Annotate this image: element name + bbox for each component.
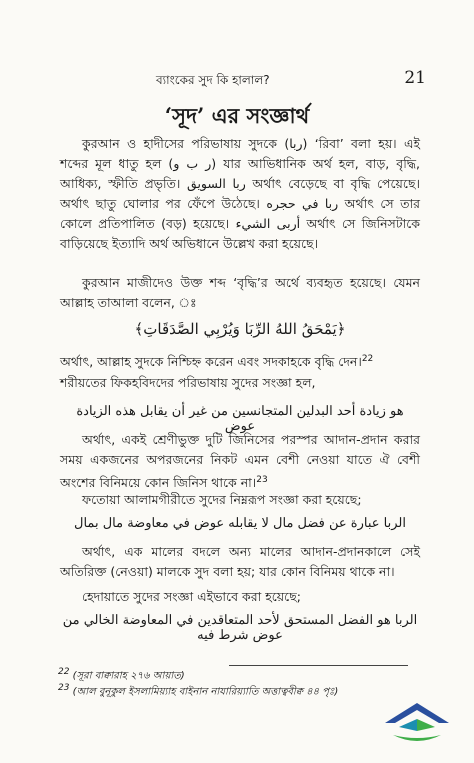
paragraph-4: শরীয়তের ফিকহবিদদের পরিভাষায় সুদের সংজ্ঞা হল, [60, 375, 316, 390]
footnote-23-text: (আল বুনূকুল ইসলামিয়্যাহ বাইনান নাযারিয়্যাতি অত্তাত্ববীক্ব ৪৪ পৃঃ) [72, 686, 339, 698]
paragraph-3-text: অর্থাৎ, আল্লাহ সুদকে নিশ্চিহ্ন করেন এবং সদকাহকে বৃদ্ধি দেন। [60, 354, 362, 370]
footnote-ref-22: 22 [361, 354, 374, 364]
arabic-definition-1: هو زيادة أحد البدلين المتجانسين من غير أن يقابل هذه الزيادة عوض [76, 404, 404, 434]
paragraph-5-text: অর্থাৎ, একই শ্রেণীভুক্ত দুটি জিনিসের পরস্পর আদান-প্রদান করার সময় একজনের অপরজনের নিকট এমন বেশী নেওয়া যাতে ঐ বেশী অংশের বিনিময়ে কোন জিনিস থাকে না। [60, 432, 420, 491]
arabic-definition-3: الربا هو الفضل المستحق لأحد المتعاقدين في المعاوضة الخالي من عوض شرط فيه [62, 613, 418, 643]
footnote-23 [58, 683, 338, 701]
paragraph-2: কুরআন মাজীদেও উক্ত শব্দ ‘বৃদ্ধি’র অর্থে ব্যবহৃত হয়েছে। যেমন আল্লাহ তাআলা বলেন, ঃ [60, 275, 420, 310]
paragraph-5 [60, 430, 420, 493]
quran-verse: ﴿يَمْحَقُ اللهُ الرِّبَا وَيُرْبِي الصَّدَقَاتِ﴾ [134, 320, 346, 338]
arabic-definition-2: الربا عبارة عن فضل مال لا يقابله عوض في معاوضة مال بمال [74, 516, 406, 531]
footnote-ref-23: 23 [256, 475, 268, 485]
paragraph-8: হেদায়াতে সুদের সংজ্ঞা এইভাবে করা হয়েছে; [82, 589, 301, 604]
footnote-22-num: 22 [58, 667, 70, 677]
publisher-logo-icon [377, 697, 457, 747]
logo-leaf-left [399, 719, 417, 731]
footnote-23-num: 23 [58, 683, 70, 693]
page-number: 21 [404, 68, 426, 88]
paragraph-1: কুরআন ও হাদীসের পরিভাষায় সুদকে (ربا) ‘রিবা’ বলা হয়। এই শব্দের মূল ধাতু হল (ر ب و) যার আভিধানিক অর্থ হল, বাড়, বৃদ্ধি, আধিক্য, স্ফীতি প্রভৃতি। ربا السويق অর্থাৎ বেড়েছে বা বৃদ্ধি পেয়েছে। অর্থাৎ ছাতু ঘোলার পর ফেঁপে উঠেছে। ربا في حجره অর্থাৎ সে তার কোলে প্রতিপালিত (বড়) হয়েছে। أربى الشيء অর্থাৎ সে জিনিসটাকে বাড়িয়েছে ইত্যাদি অর্থ অভিধানে উল্লেখ করা হয়েছে। [60, 136, 421, 251]
footnote-22-text: (সূরা বাক্বারাহ ২৭৬ আয়াত) [72, 670, 185, 682]
paragraph-3 [60, 349, 420, 372]
footnote-separator [229, 665, 408, 666]
paragraph-6: ফতোয়া আলামগীরীতে সুদের নিম্নরূপ সংজ্ঞা করা হয়েছে; [82, 492, 362, 507]
logo-base [393, 735, 441, 741]
page-header [60, 70, 426, 92]
section-title: ‘সূদ’ এর সংজ্ঞার্থ [164, 103, 310, 128]
logo-leaf-right [417, 719, 435, 731]
running-title: ব্যাংকের সুদ কি হালাল? [156, 73, 270, 87]
paragraph-7: অর্থাৎ, এক মালের বদলে অন্য মালের আদান-প্রদানকালে সেই অতিরিক্ত (নেওয়া) মালকে সুদ বলা হয়; যার কোন বিনিময় থাকে না। [60, 544, 420, 579]
